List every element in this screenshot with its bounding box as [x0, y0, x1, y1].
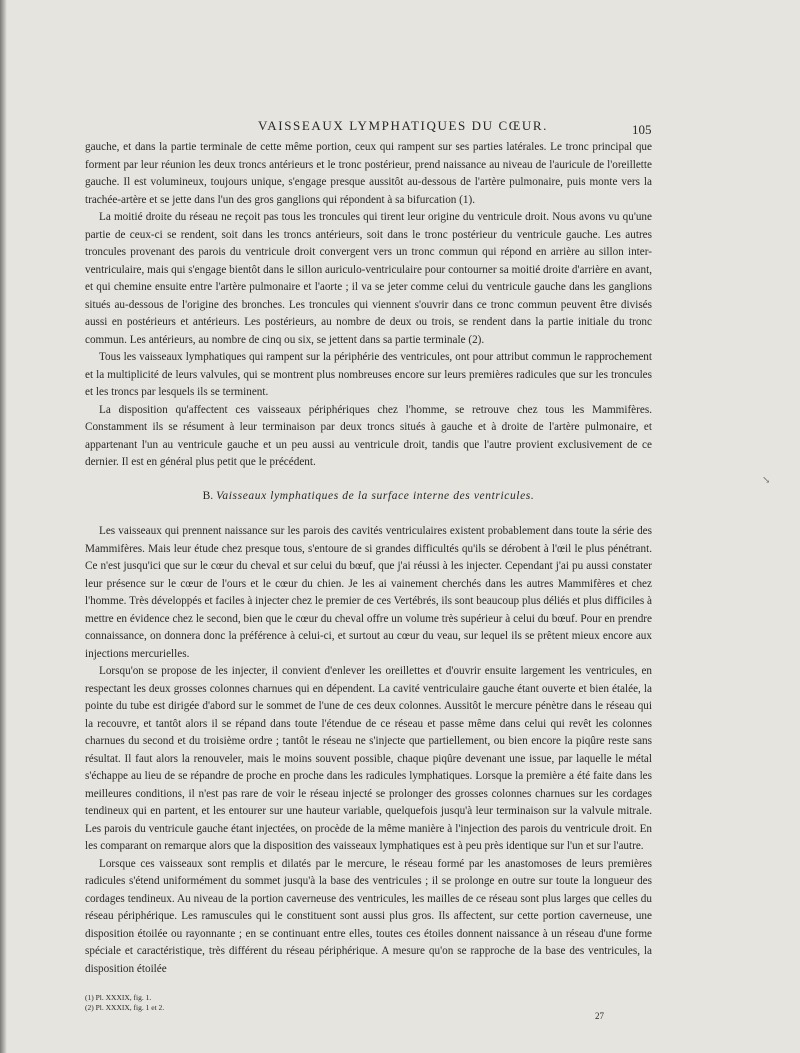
printer-signature: 27: [595, 1011, 604, 1021]
paragraph: gauche, et dans la partie terminale de cette même portion, ceux qui rampent sur ses parties latérales. Le tronc principal que forment par leur réunion les deux troncs antérieurs et le tronc postérieur, prend naissance au niveau de l'auricule de l'oreillette gauche. Il est volumineux, toujours unique, s'engage presque aussitôt au-dessous de l'artère pulmonaire, puis monte vers la trachée-artère et se jette dans l'un des gros ganglions qui répondent à sa bifurcation (1).: [85, 141, 652, 206]
paragraph: Tous les vaisseaux lymphatiques qui rampent sur la périphérie des ventricules, ont pour attribut commun le rapprochement et la multiplicité de leurs valvules, qui se montrent plus nombreuses encore sur leurs premières radicules que sur les troncules et les troncs par lesquels ils se terminent.: [85, 351, 652, 398]
page-number: 105: [632, 122, 652, 137]
section-letter: B.: [202, 489, 214, 502]
footnote: (1) Pl. XXXIX, fig. 1.: [85, 993, 152, 1002]
paragraph: Les vaisseaux qui prennent naissance sur les parois des cavités ventriculaires existent probablement dans toute la série des Mammifères. Mais leur étude chez presque tous, s'entoure de si grandes difficultés qu'ils se dérobent à l'œil le plus pénétrant. Ce n'est jusqu'ici que sur le cœur du cheval et sur celui du bœuf, que j'ai réussi à les injecter. Cependant j'ai pu aussi constater leur présence sur le cœur de l'ours et le cœur du chien. Je les ai vainement cherchés dans les autres Mammifères et chez l'homme. Très développés et faciles à injecter chez le premier de ces Vertébrés, ils sont beaucoup plus déliés et plus difficiles à mettre en évidence chez le second, bien que le cœur du cheval offre un volume très supérieur à celui du bœuf. Pour en prendre connaissance, on donnera donc la préférence à celui-ci, et surtout au cœur du veau, sur lequel ils se prêtent mieux encore aux injections mercurielles.: [85, 525, 652, 660]
paragraph: La disposition qu'affectent ces vaisseaux périphériques chez l'homme, se retrouve chez tous les Mammifères. Constamment ils se résument à leur terminaison par deux troncs situés à gauche et à droite de l'artère pulmonaire, et appartenant l'un au ventricule gauche et un peu aussi au ventricule droit, tandis que l'autre provient exclusivement de ce dernier. Il est en général plus petit que le précédent.: [85, 403, 652, 468]
paragraph: Lorsque ces vaisseaux sont remplis et dilatés par le mercure, le réseau formé par les anastomoses de leurs premières radicules s'étend uniformément du sommet jusqu'à la base des ventricules ; il se prolonge en outre sur toute la longueur des cordages tendineux. Au niveau de la portion caverneuse des ventricules, les mailles de ce réseau sont plus larges que celles du réseau périphérique. Les ramuscules qui le constituent sont aussi plus gros. Ils affectent, sur cette portion caverneuse, une disposition étoilée ou rayonnante ; en se continuant entre elles, toutes ces étoiles donnent naissance à un réseau d'une forme spéciale et caractéristique, très différent du réseau périphérique. A mesure qu'on se rapproche de la base des ventricules, la disposition étoilée: [85, 857, 652, 975]
section-heading: [85, 488, 652, 506]
footnotes: [85, 993, 164, 1013]
footnote: (2) Pl. XXXIX, fig. 1 et 2.: [85, 1003, 165, 1012]
paragraph: La moitié droite du réseau ne reçoit pas tous les troncules qui tirent leur origine du ventricule droit. Nous avons vu qu'une partie de ceux-ci se rendent, soit dans les troncs antérieurs, soit dans le tronc postérieur du ventricule gauche. Les autres troncules provenant des parois du ventricule droit convergent vers un tronc commun qui répond en arrière au sillon inter-ventriculaire, mais qui s'engage bientôt dans le sillon auriculo-ventriculaire pour contourner sa moitié droite d'arrière en avant, et qui chemine ensuite entre l'artère pulmonaire et l'aorte ; il va se jeter comme celui du ventricule gauche dans les ganglions situés au-dessous de l'origine des bronches. Les troncules qui viennent s'ouvrir dans ce tronc commun peuvent être divisés aussi en postérieurs et antérieurs. Les postérieurs, au nombre de deux ou trois, se rendent dans la partie initiale du tronc commun. Les antérieurs, au nombre de cinq ou six, se jettent dans sa partie terminale (2).: [85, 211, 652, 346]
body-text: [85, 139, 652, 978]
margin-mark: ↘: [762, 475, 771, 486]
section-title: Vaisseaux lymphatiques de la surface interne des ventricules.: [216, 489, 535, 502]
running-head: VAISSEAUX LYMPHATIQUES DU CŒUR.: [258, 118, 549, 133]
paragraph: Lorsqu'on se propose de les injecter, il convient d'enlever les oreillettes et d'ouvrir ensuite largement les ventricules, en respectant les deux grosses colonnes charnues qui en dépendent. La cavité ventriculaire gauche étant ouverte et bien étalée, la pointe du tube est dirigée d'abord sur le sommet de l'une de ces deux colonnes. Aussitôt le mercure pénètre dans le réseau qui la recouvre, et tantôt alors il se répand dans toute l'étendue de ce réseau et passe même dans celui qui revêt les colonnes charnues du second et du troisième ordre ; tantôt le réseau ne s'injecte que partiellement, ou bien encore la piqûre reste sans résultat. Il faut alors la renouveler, mais le moins souvent possible, chaque piqûre devenant une issue, par laquelle le métal s'échappe au lieu de se répandre de proche en proche dans les radicules lymphatiques. Lorsque la première a été faite dans les meilleures conditions, il n'est pas rare de voir le réseau injecté se prolonger des grosses colonnes charnues sur les cordages tendineux qui en partent, et les entourer sur une hauteur variable, quelquefois jusqu'à leur terminaison sur la valvule mitrale. Les parois du ventricule gauche étant injectées, on procède de la même manière à l'injection des parois du ventricule droit. En les comparant on remarque alors que la disposition des vaisseaux lymphatiques est à peu près identique sur l'un et sur l'autre.: [85, 665, 652, 852]
